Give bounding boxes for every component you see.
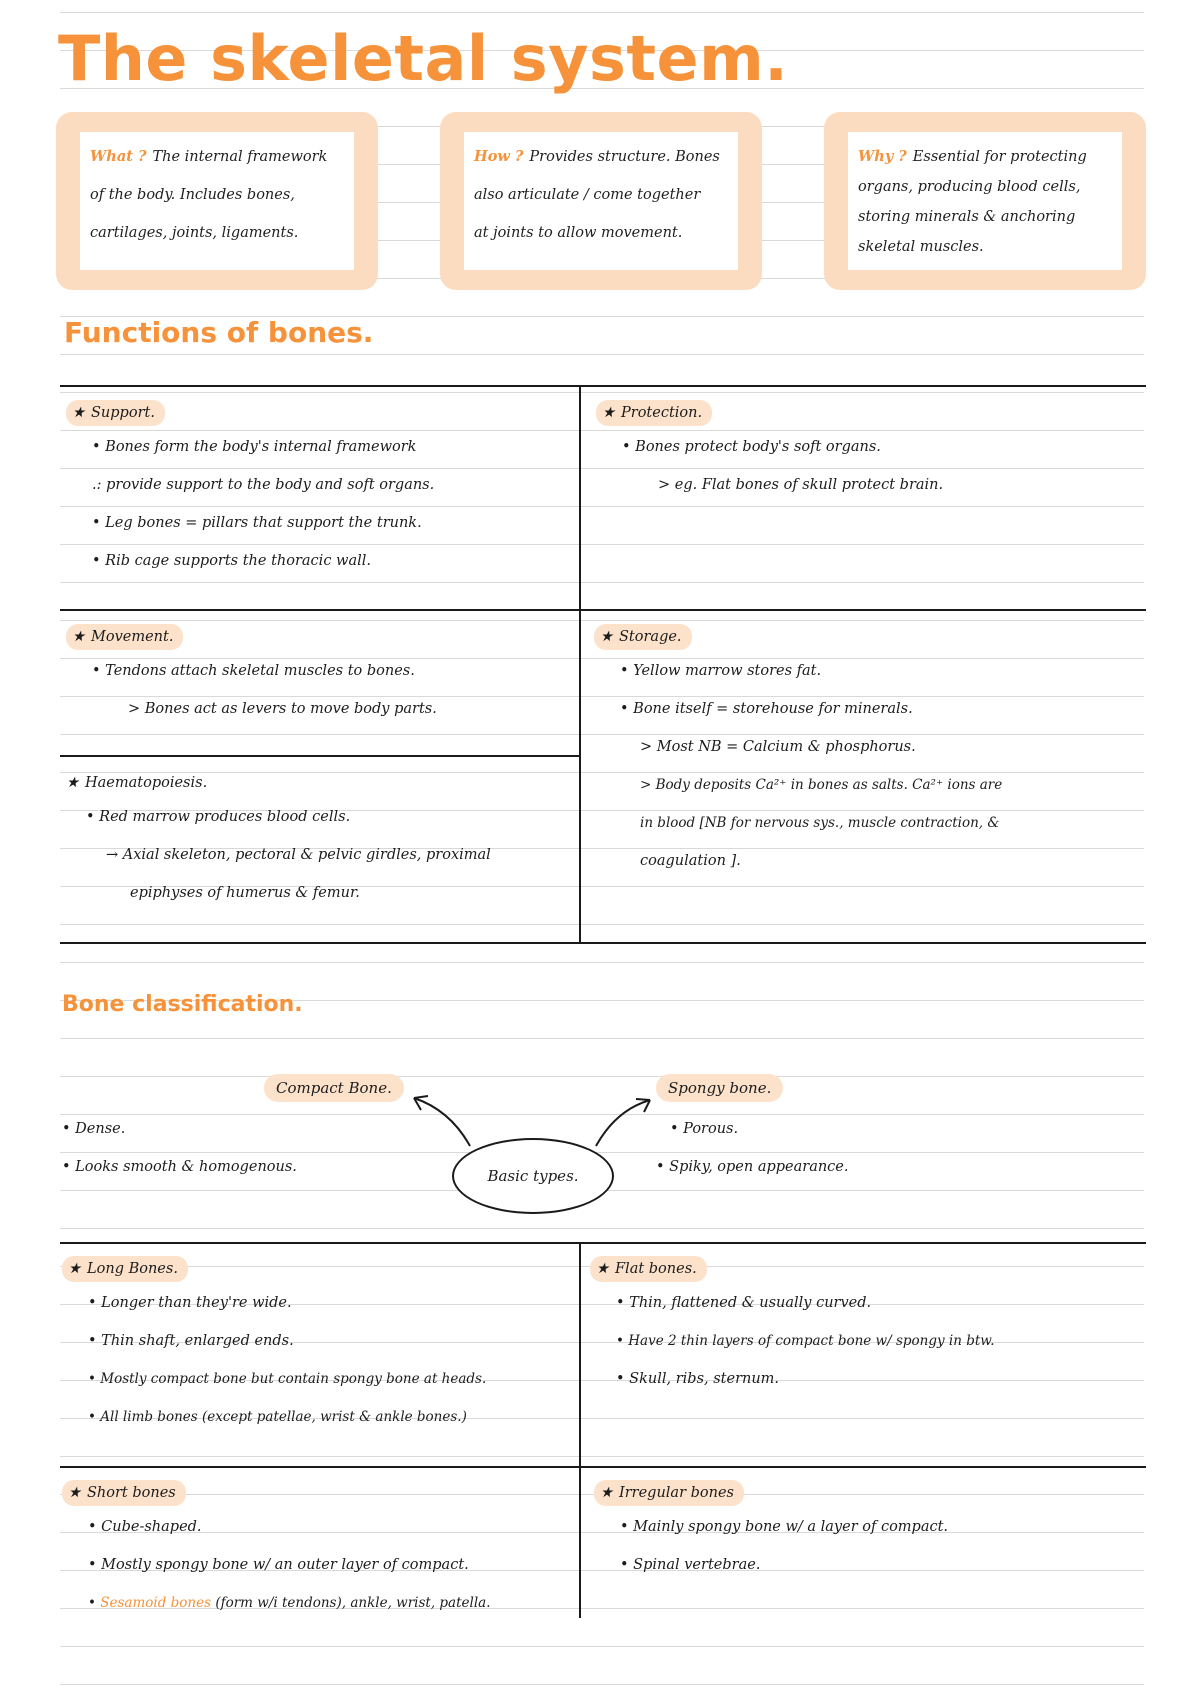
irregular-bones-line: • Mainly spongy bone w/ a layer of compact. xyxy=(620,1519,949,1535)
long-bones-line: • Thin shaft, enlarged ends. xyxy=(88,1333,294,1349)
spongy-bone-label: Spongy bone. xyxy=(656,1074,783,1102)
how-text-line: at joints to allow movement. xyxy=(474,225,683,241)
storage-line: in blood [NB for nervous sys., muscle contraction, & xyxy=(640,815,1000,831)
protection-line: • Bones protect body's soft organs. xyxy=(622,439,881,455)
short-bones-title: ★ Short bones xyxy=(62,1480,186,1506)
storage-line: > Most NB = Calcium & phosphorus. xyxy=(640,739,916,755)
hematopoiesis-title: ★ Haematopoiesis. xyxy=(66,775,208,791)
what-question: What ? xyxy=(90,148,147,165)
hematopoiesis-line: epiphyses of humerus & femur. xyxy=(130,885,360,901)
storage-line: • Yellow marrow stores fat. xyxy=(620,663,822,679)
short-bones-line: • Mostly spongy bone w/ an outer layer of compact. xyxy=(88,1557,469,1573)
irregular-bones-title: ★ Irregular bones xyxy=(594,1480,744,1506)
support-line: • Bones form the body's internal framework xyxy=(92,439,417,455)
basic-types-oval xyxy=(452,1138,614,1214)
classification-heading: Bone classification. xyxy=(62,992,303,1017)
how-text-line: also articulate / come together xyxy=(474,187,701,203)
why-question: Why ? xyxy=(858,148,907,165)
basic-types-label: Basic types. xyxy=(487,1167,579,1185)
flat-bones-title: ★ Flat bones. xyxy=(590,1256,707,1282)
compact-line: • Looks smooth & homogenous. xyxy=(62,1159,297,1175)
short-bones-line: • Sesamoid bones (form w/i tendons), ankle, wrist, patella. xyxy=(88,1595,491,1611)
movement-line: • Tendons attach skeletal muscles to bones. xyxy=(92,663,415,679)
why-text-line: storing minerals & anchoring xyxy=(858,209,1076,225)
long-bones-line: • Mostly compact bone but contain spongy bone at heads. xyxy=(88,1371,487,1387)
what-text-line: The internal framework xyxy=(152,149,328,165)
grid-line xyxy=(579,1242,581,1618)
spongy-line: • Spiky, open appearance. xyxy=(656,1159,849,1175)
long-bones-line: • Longer than they're wide. xyxy=(88,1295,292,1311)
how-text-line: Provides structure. Bones xyxy=(529,149,720,165)
irregular-bones-cell xyxy=(594,1480,948,1584)
functions-heading: Functions of bones. xyxy=(64,316,374,349)
movement-line: > Bones act as levers to move body parts. xyxy=(128,701,437,717)
storage-line: • Bone itself = storehouse for minerals. xyxy=(620,701,913,717)
short-bones-cell xyxy=(62,1480,491,1622)
compact-line: • Dense. xyxy=(62,1121,126,1137)
grid-line xyxy=(60,1242,1146,1244)
hematopoiesis-line: • Red marrow produces blood cells. xyxy=(86,809,351,825)
movement-title: ★ Movement. xyxy=(66,624,183,650)
what-text-line: cartilages, joints, ligaments. xyxy=(90,225,299,241)
support-line: • Rib cage supports the thoracic wall. xyxy=(92,553,371,569)
storage-line: > Body deposits Ca²⁺ in bones as salts. Ca²⁺ ions are xyxy=(640,777,1003,793)
long-bones-title: ★ Long Bones. xyxy=(62,1256,188,1282)
short-bones-line: • Cube-shaped. xyxy=(88,1519,202,1535)
what-text-line: of the body. Includes bones, xyxy=(90,187,295,203)
arrow-to-compact xyxy=(414,1098,470,1146)
protection-line: > eg. Flat bones of skull protect brain. xyxy=(658,477,944,493)
long-bones-cell xyxy=(62,1256,486,1436)
why-text-line: skeletal muscles. xyxy=(858,239,984,255)
arrow-to-spongy xyxy=(596,1100,650,1146)
storage-line: coagulation ]. xyxy=(640,853,741,869)
flat-bones-line: • Skull, ribs, sternum. xyxy=(616,1371,780,1387)
irregular-bones-line: • Spinal vertebrae. xyxy=(620,1557,761,1573)
how-question: How ? xyxy=(474,148,524,165)
why-text-line: Essential for protecting xyxy=(912,149,1087,165)
hematopoiesis-line: → Axial skeleton, pectoral & pelvic girdles, proximal xyxy=(106,847,491,863)
why-text-line: organs, producing blood cells, xyxy=(858,179,1081,195)
support-title: ★ Support. xyxy=(66,400,165,426)
support-line: .: provide support to the body and soft organs. xyxy=(92,477,435,493)
sesamoid-bones-term: Sesamoid bones xyxy=(100,1595,212,1611)
storage-title: ★ Storage. xyxy=(594,624,692,650)
flat-bones-cell xyxy=(590,1256,995,1398)
flat-bones-line: • Thin, flattened & usually curved. xyxy=(616,1295,872,1311)
grid-line xyxy=(60,1466,1146,1468)
long-bones-line: • All limb bones (except patellae, wrist & ankle bones.) xyxy=(88,1409,467,1425)
page-title: The skeletal system. xyxy=(58,22,789,95)
flat-bones-line: • Have 2 thin layers of compact bone w/ spongy in btw. xyxy=(616,1333,995,1349)
support-line: • Leg bones = pillars that support the trunk. xyxy=(92,515,422,531)
protection-title: ★ Protection. xyxy=(596,400,712,426)
spongy-line: • Porous. xyxy=(670,1121,739,1137)
compact-bone-label: Compact Bone. xyxy=(264,1074,404,1102)
